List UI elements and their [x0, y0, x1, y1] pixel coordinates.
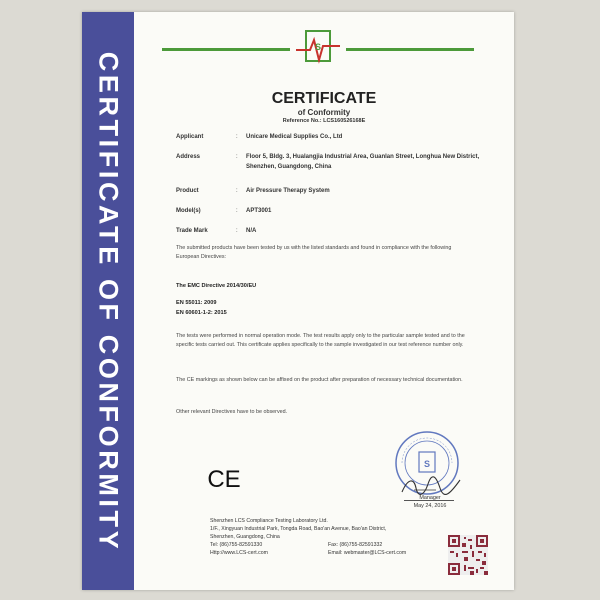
- ce-mark: [204, 464, 244, 492]
- reference-line: [134, 118, 514, 124]
- field-value: Floor 5, Bldg. 3, Hualangjia Industrial Area, Guanlan Street, Longhua New District, Shenzhen, Guangdong, China: [246, 154, 480, 170]
- header-rule-right: [346, 48, 474, 51]
- side-banner: [82, 12, 134, 590]
- signature: [396, 470, 466, 498]
- field-colon: :: [236, 134, 238, 140]
- field-value: APT3001: [246, 208, 272, 214]
- reference-label: Reference No.:: [282, 118, 322, 124]
- field-label: Trade Mark: [176, 228, 208, 234]
- svg-text:S: S: [314, 42, 322, 52]
- intro-text: The submitted products have been tested by us with the listed standards and found in compliance with the following European Directives:: [176, 245, 452, 260]
- field-colon: :: [236, 208, 238, 214]
- svg-text:S: S: [423, 459, 431, 469]
- field-value: Unicare Medical Supplies Co., Ltd: [246, 134, 343, 140]
- footer-email: Email: webmaster@LCS-cert.com: [328, 550, 407, 556]
- field-label: Address: [176, 154, 201, 160]
- standard-item: EN 60601-1-2: 2015: [176, 310, 227, 316]
- field-value: Air Pressure Therapy System: [246, 188, 330, 194]
- certificate-page: [82, 12, 514, 590]
- certificate-title: CERTIFICATE: [271, 90, 377, 107]
- directive: The EMC Directive 2014/30/EU: [176, 283, 257, 289]
- footer-company: Shenzhen LCS Compliance Testing Laboratory Ltd.: [210, 518, 328, 524]
- signatory-title: Manager: [419, 495, 441, 501]
- ce-marking-text: The CE markings as shown below can be affixed on the product after preparation of necessary technical documentation.: [176, 377, 463, 383]
- field-colon: :: [236, 154, 238, 160]
- footer-fax: Fax: (86)755-82591332: [328, 542, 383, 548]
- field-colon: :: [236, 228, 238, 234]
- field-value: N/A: [246, 228, 257, 234]
- qr-code-icon: [448, 535, 488, 575]
- field-label: Applicant: [176, 134, 204, 140]
- other-directives-text: Other relevant Directives have to be observed.: [176, 409, 288, 415]
- ce-mark-text: CE: [207, 466, 241, 492]
- footer-tel: Tel: (86)755-82591330: [210, 542, 263, 548]
- issue-date: May 24, 2016: [413, 503, 447, 509]
- certificate-subtitle: of Conformity: [297, 108, 351, 117]
- footer-address-line2: Shenzhen, Guangdong, China: [210, 534, 280, 540]
- footer-address-line1: 1/F., Xingyuan Industrial Park, Tongda Road, Bao'an Avenue, Bao'an District,: [210, 526, 387, 532]
- footer-web: Http://www.LCS-cert.com: [210, 550, 268, 556]
- field-label: Model(s): [176, 208, 201, 214]
- header-rule-left: [162, 48, 290, 51]
- field-colon: :: [236, 188, 238, 194]
- standard-item: EN 55011: 2009: [176, 300, 217, 306]
- side-banner-text: CERTIFICATE OF CONFORMITY: [93, 51, 124, 553]
- reference-number: LCS160526168E: [323, 118, 366, 124]
- field-label: Product: [176, 188, 199, 194]
- tests-text: The tests were performed in normal operation mode. The test results apply only to the particular sample tested and to the specific tests carried out. This certificate applies specifically to the sample investigated in our test reference number only.: [176, 333, 465, 348]
- lcs-logo-icon: [292, 28, 344, 70]
